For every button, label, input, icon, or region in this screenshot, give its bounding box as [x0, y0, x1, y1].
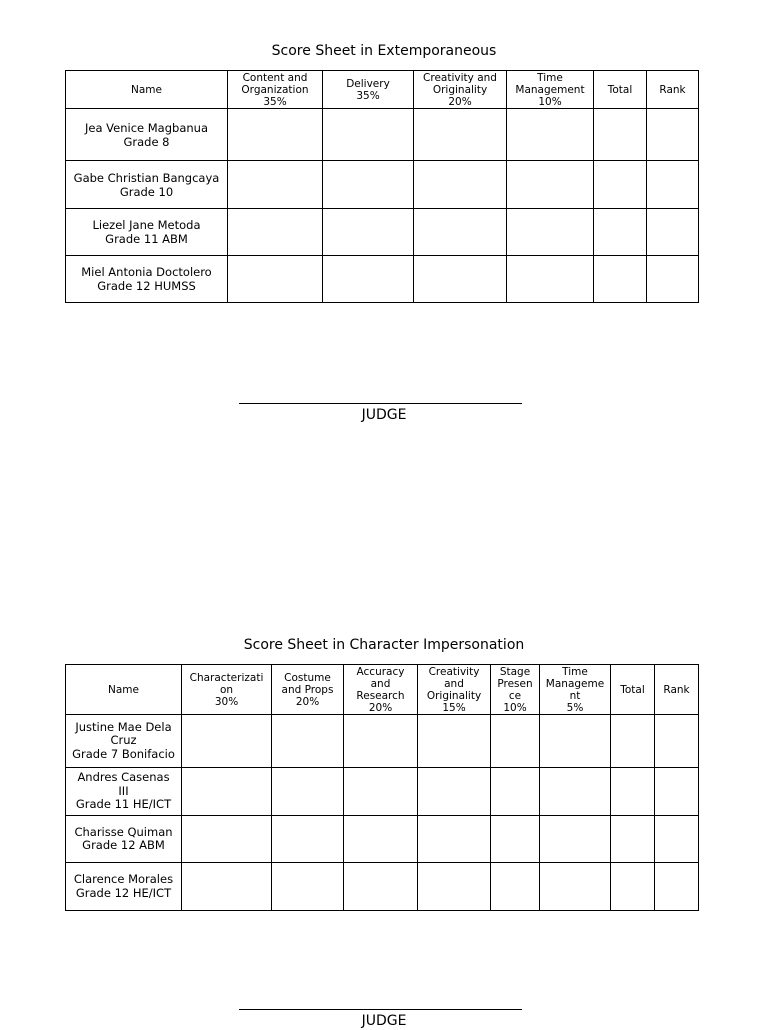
total-cell[interactable]: [611, 816, 655, 863]
character-impersonation-title: Score Sheet in Character Impersonation: [243, 637, 525, 653]
total-cell[interactable]: [611, 768, 655, 816]
score-cell[interactable]: [540, 715, 611, 768]
score-cell[interactable]: [228, 209, 323, 256]
column-header-total: Total: [594, 71, 647, 109]
contestant-name-cell: Miel Antonia Doctolero Grade 12 HUMSS: [66, 256, 228, 303]
column-header-stage-presence: Stage Presen ce 10%: [491, 665, 540, 715]
score-cell[interactable]: [272, 863, 344, 911]
rank-cell[interactable]: [655, 768, 699, 816]
contestant-name-cell: Liezel Jane Metoda Grade 11 ABM: [66, 209, 228, 256]
table-header-row: [66, 71, 699, 109]
score-cell[interactable]: [182, 863, 272, 911]
score-cell[interactable]: [228, 109, 323, 161]
table-row: [66, 816, 699, 863]
score-cell[interactable]: [323, 256, 414, 303]
column-header-time-management: Time Manageme nt 5%: [540, 665, 611, 715]
total-cell[interactable]: [594, 161, 647, 209]
column-header-content-organization: Content and Organization 35%: [228, 71, 323, 109]
score-cell[interactable]: [507, 109, 594, 161]
column-header-costume-props: Costume and Props 20%: [272, 665, 344, 715]
total-cell[interactable]: [594, 109, 647, 161]
score-cell[interactable]: [540, 863, 611, 911]
score-cell[interactable]: [414, 109, 507, 161]
character-impersonation-score-table: [65, 664, 699, 911]
judge-signature-line[interactable]: [239, 1009, 522, 1010]
score-cell[interactable]: [182, 768, 272, 816]
table-row: [66, 715, 699, 768]
score-cell[interactable]: [491, 768, 540, 816]
rank-cell[interactable]: [647, 256, 699, 303]
total-cell[interactable]: [611, 715, 655, 768]
rank-cell[interactable]: [647, 109, 699, 161]
contestant-name-cell: Charisse Quiman Grade 12 ABM: [66, 816, 182, 863]
score-cell[interactable]: [540, 768, 611, 816]
score-cell[interactable]: [182, 816, 272, 863]
column-header-characterization: Characterizati on 30%: [182, 665, 272, 715]
score-cell[interactable]: [344, 816, 418, 863]
score-cell[interactable]: [228, 161, 323, 209]
column-header-total: Total: [611, 665, 655, 715]
score-cell[interactable]: [414, 161, 507, 209]
score-cell[interactable]: [507, 209, 594, 256]
score-cell[interactable]: [344, 768, 418, 816]
score-cell[interactable]: [418, 863, 491, 911]
column-header-creativity-originality: Creativity and Originality 20%: [414, 71, 507, 109]
rank-cell[interactable]: [655, 816, 699, 863]
table-row: [66, 863, 699, 911]
column-header-delivery: Delivery 35%: [323, 71, 414, 109]
score-cell[interactable]: [344, 863, 418, 911]
rank-cell[interactable]: [647, 209, 699, 256]
score-cell[interactable]: [323, 109, 414, 161]
judge-label: JUDGE: [361, 1013, 407, 1029]
score-cell[interactable]: [418, 715, 491, 768]
score-cell[interactable]: [323, 209, 414, 256]
score-cell[interactable]: [540, 816, 611, 863]
score-cell[interactable]: [323, 161, 414, 209]
extemporaneous-score-table: [65, 70, 699, 303]
score-cell[interactable]: [228, 256, 323, 303]
score-cell[interactable]: [418, 768, 491, 816]
table-row: [66, 109, 699, 161]
score-cell[interactable]: [344, 715, 418, 768]
score-cell[interactable]: [272, 816, 344, 863]
column-header-creativity-originality: Creativity and Originality 15%: [418, 665, 491, 715]
score-cell[interactable]: [491, 715, 540, 768]
judge-signature-line[interactable]: [239, 403, 522, 404]
total-cell[interactable]: [594, 209, 647, 256]
column-header-rank: Rank: [655, 665, 699, 715]
rank-cell[interactable]: [655, 863, 699, 911]
table-row: [66, 161, 699, 209]
contestant-name-cell: Clarence Morales Grade 12 HE/ICT: [66, 863, 182, 911]
contestant-name-cell: Justine Mae Dela Cruz Grade 7 Bonifacio: [66, 715, 182, 768]
score-cell[interactable]: [491, 816, 540, 863]
total-cell[interactable]: [594, 256, 647, 303]
contestant-name-cell: Jea Venice Magbanua Grade 8: [66, 109, 228, 161]
judge-label: JUDGE: [361, 407, 407, 423]
table-row: [66, 209, 699, 256]
column-header-name: Name: [66, 665, 182, 715]
column-header-name: Name: [66, 71, 228, 109]
total-cell[interactable]: [611, 863, 655, 911]
contestant-name-cell: Gabe Christian Bangcaya Grade 10: [66, 161, 228, 209]
table-row: [66, 256, 699, 303]
score-cell[interactable]: [507, 256, 594, 303]
extemporaneous-title: Score Sheet in Extemporaneous: [271, 43, 497, 59]
column-header-accuracy-research: Accuracy and Research 20%: [344, 665, 418, 715]
score-cell[interactable]: [418, 816, 491, 863]
score-cell[interactable]: [182, 715, 272, 768]
contestant-name-cell: Andres Casenas III Grade 11 HE/ICT: [66, 768, 182, 816]
score-cell[interactable]: [272, 768, 344, 816]
score-cell[interactable]: [414, 209, 507, 256]
score-cell[interactable]: [491, 863, 540, 911]
column-header-time-management: Time Management 10%: [507, 71, 594, 109]
rank-cell[interactable]: [655, 715, 699, 768]
table-row: [66, 768, 699, 816]
column-header-rank: Rank: [647, 71, 699, 109]
score-cell[interactable]: [272, 715, 344, 768]
score-cell[interactable]: [507, 161, 594, 209]
rank-cell[interactable]: [647, 161, 699, 209]
table-header-row: [66, 665, 699, 715]
score-cell[interactable]: [414, 256, 507, 303]
